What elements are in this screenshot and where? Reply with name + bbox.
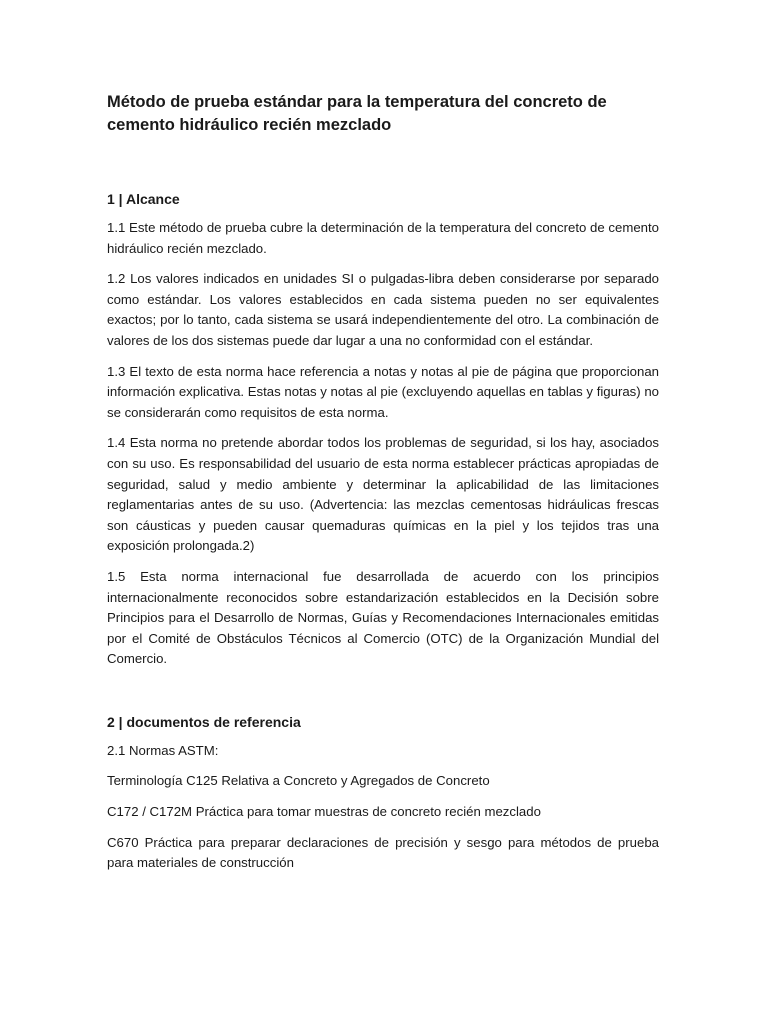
section-spacer [107, 680, 659, 712]
paragraph-1-4: 1.4 Esta norma no pretende abordar todos los problemas de seguridad, si los hay, asociados con su uso. Es responsabilidad del usuario de esta norma establecer prácticas apropiadas de seguridad, salud y medio ambiente y determinar la aplicabilidad de las limitaciones reglamentarias antes de su uso. (Advertencia: las mezclas cementosas hidráulicas frescas son cáusticas y pueden causar quemaduras químicas en la piel y los tejidos tras una exposición prolongada.2) [107, 435, 659, 554]
reference-c125: Terminología C125 Relativa a Concreto y Agregados de Concreto [107, 773, 490, 789]
paragraph-1-2: 1.2 Los valores indicados en unidades SI o pulgadas-libra deben considerarse por separado como estándar. Los valores establecidos en cada sistema pueden no ser equivalentes exactos; por lo tanto, cada sistema se usará independientemente del otro. La combinación de valores de los dos sistemas puede dar lugar a una no conformidad con el estándar. [107, 271, 659, 348]
section-documentos-referencia [107, 712, 659, 874]
paragraph-1-3: 1.3 El texto de esta norma hace referencia a notas y notas al pie de página que proporcionan información explicativa. Estas notas y notas al pie (excluyendo aquellas en tablas y figuras) no se considerarán como requisitos de esta norma. [107, 363, 659, 420]
section-heading-alcance: 1 | Alcance [107, 191, 180, 207]
section-heading-documentos: 2 | documentos de referencia [107, 713, 301, 730]
document-title: Método de prueba estándar para la temperatura del concreto de cemento hidráulico recién mezclado [107, 93, 607, 134]
paragraph-1-5: 1.5 Esta norma internacional fue desarrollada de acuerdo con los principios internacionalmente reconocidos sobre estandarización establecidos en la Decisión sobre Principios para el Desarrollo de Normas, Guías y Recomendaciones Internacionales emitidas por el Comité de Obstáculos Técnicos al Comercio (OTC) de la Organización Mundial del Comercio. [107, 568, 659, 667]
section-alcance [107, 189, 659, 670]
reference-c670: C670 Práctica para preparar declaraciones de precisión y sesgo para métodos de prueba para materiales de construcción [107, 834, 659, 871]
document-page [107, 91, 659, 884]
paragraph-1-1: 1.1 Este método de prueba cubre la determinación de la temperatura del concreto de cemento hidráulico recién mezclado. [107, 220, 659, 256]
reference-c172: C172 / C172M Práctica para tomar muestras de concreto recién mezclado [107, 804, 541, 820]
paragraph-2-1: 2.1 Normas ASTM: [107, 742, 219, 758]
